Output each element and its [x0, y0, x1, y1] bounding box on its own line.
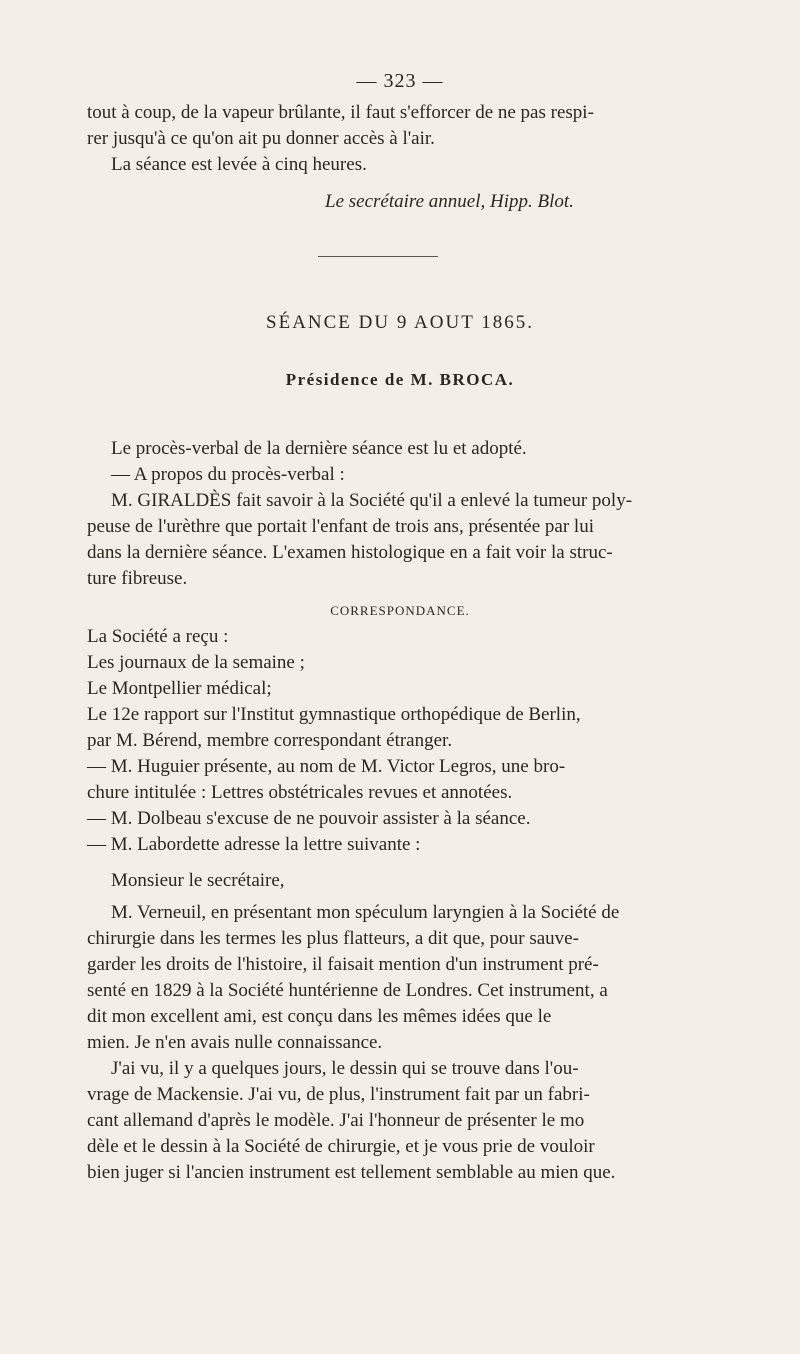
text-line: — M. Labordette adresse la lettre suivante : — [87, 834, 421, 855]
letter-section — [87, 868, 687, 1186]
text-line: mien. Je n'en avais nulle connaissance. — [87, 1032, 383, 1053]
minutes-section — [87, 436, 687, 592]
text-line: Le procès-verbal de la dernière séance est lu et adopté. — [111, 438, 527, 459]
top-paragraph — [87, 100, 687, 178]
correspondance-title: CORRESPONDANCE. — [330, 603, 470, 618]
text-line: peuse de l'urèthre que portait l'enfant de trois ans, présentée par lui — [87, 516, 594, 537]
text-line: chure intitulée : Lettres obstétricales revues et annotées. — [87, 782, 513, 803]
text-line: senté en 1829 à la Société huntérienne de Londres. Cet instrument, a — [87, 980, 608, 1001]
page-number: — 323 — — [356, 70, 444, 92]
text-line: J'ai vu, il y a quelques jours, le dessin qui se trouve dans l'ou- — [111, 1058, 579, 1079]
text-line: M. GIRALDÈS fait savoir à la Société qu'il a enlevé la tumeur poly- — [111, 490, 633, 511]
text-line: dans la dernière séance. L'examen histologique en a fait voir la struc- — [87, 542, 613, 563]
seance-levee: La séance est levée à cinq heures. — [111, 154, 367, 175]
seance-title: SÉANCE DU 9 AOUT 1865. — [266, 312, 534, 333]
presidence-line: Présidence de M. BROCA. — [285, 370, 515, 389]
text-line: vrage de Mackensie. J'ai vu, de plus, l'instrument fait par un fabri- — [87, 1084, 590, 1105]
text-line: ture fibreuse. — [87, 568, 188, 589]
text-line: par M. Bérend, membre correspondant étranger. — [87, 730, 453, 751]
text-line: Le 12e rapport sur l'Institut gymnastique orthopédique de Berlin, — [87, 704, 581, 725]
text-line: La Société a reçu : — [87, 626, 229, 647]
text-line: M. Verneuil, en présentant mon spéculum laryngien à la Société de — [111, 902, 620, 923]
text-line: — M. Huguier présente, au nom de M. Victor Legros, une bro- — [87, 756, 566, 777]
text-line: bien juger si l'ancien instrument est tellement semblable au mien que. — [87, 1162, 616, 1183]
correspondance-section — [87, 624, 687, 858]
text-line: garder les droits de l'histoire, il faisait mention d'un instrument pré- — [87, 954, 599, 975]
letter-salutation: Monsieur le secrétaire, — [111, 870, 285, 891]
text-line: dèle et le dessin à la Société de chirurgie, et je vous prie de vouloir — [87, 1136, 595, 1157]
text-line: tout à coup, de la vapeur brûlante, il faut s'efforcer de ne pas respi- — [87, 102, 594, 123]
text-line: chirurgie dans les termes les plus flatteurs, a dit que, pour sauve- — [87, 928, 579, 949]
text-line: — M. Dolbeau s'excuse de ne pouvoir assister à la séance. — [87, 808, 531, 829]
text-line: cant allemand d'après le modèle. J'ai l'honneur de présenter le mo — [87, 1110, 585, 1131]
text-line: rer jusqu'à ce qu'on ait pu donner accès à l'air. — [87, 128, 435, 149]
text-line: dit mon excellent ami, est conçu dans les mêmes idées que le — [87, 1006, 552, 1027]
text-line: Les journaux de la semaine ; — [87, 652, 305, 673]
signature: Le secrétaire annuel, Hipp. Blot. — [325, 191, 574, 212]
text-line: — A propos du procès-verbal : — [111, 464, 345, 485]
divider — [318, 256, 438, 257]
text-line: Le Montpellier médical; — [87, 678, 272, 699]
